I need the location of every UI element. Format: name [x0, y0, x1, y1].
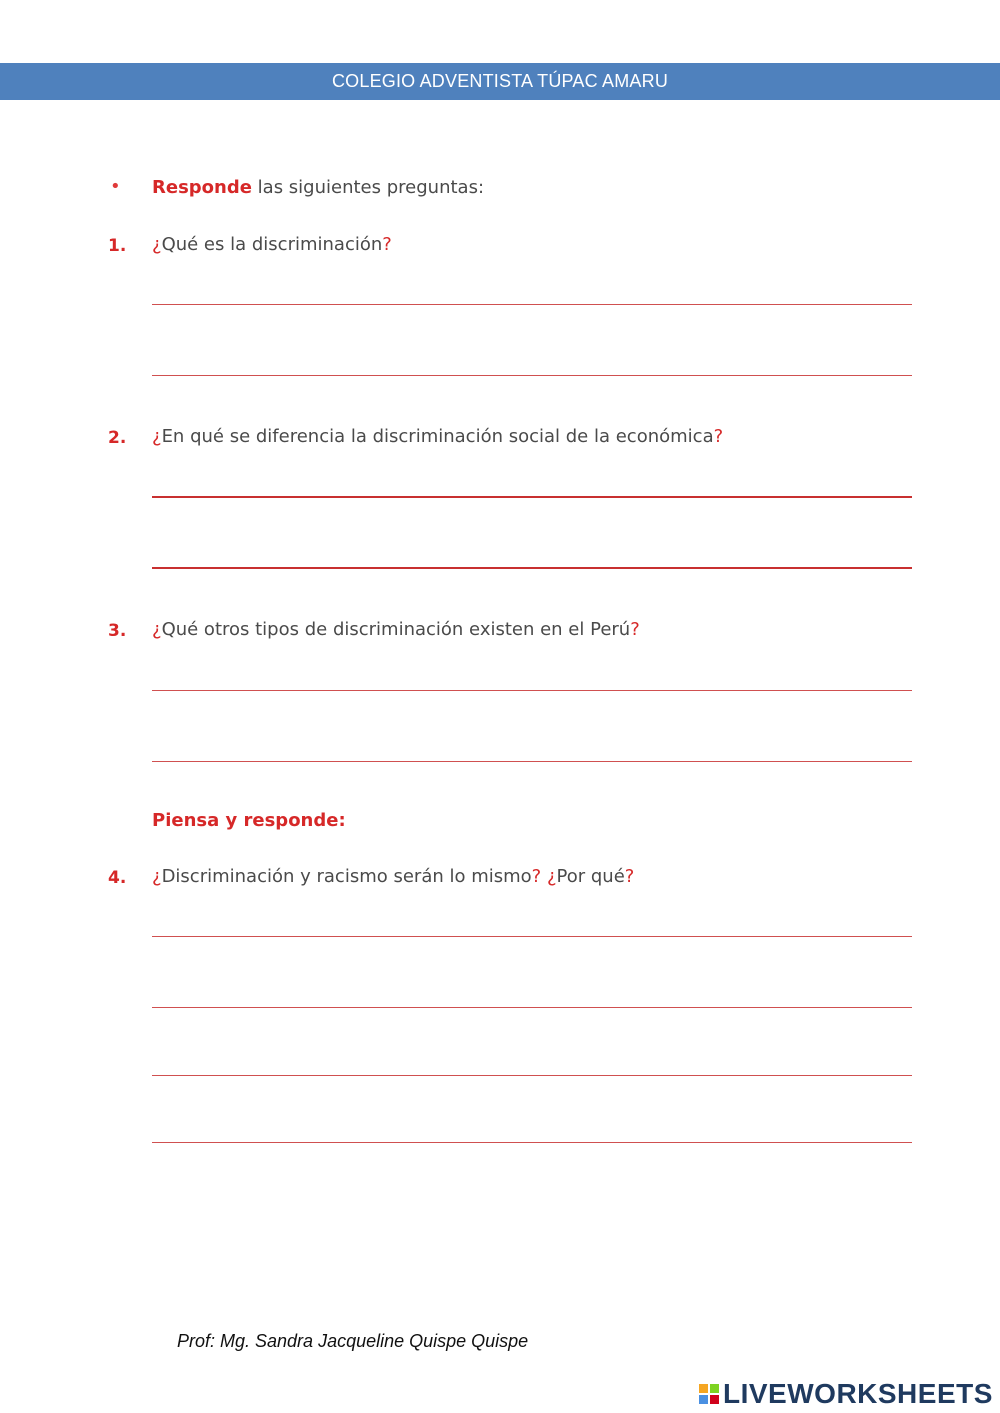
question-body: Por qué	[556, 866, 625, 887]
answer-line-4d[interactable]	[152, 1142, 912, 1143]
answer-line-2b[interactable]	[152, 567, 912, 569]
question-4-text	[152, 866, 634, 887]
question-1-text	[152, 234, 392, 255]
question-mark-open: ¿	[152, 426, 162, 447]
question-3-text	[152, 619, 640, 640]
answer-line-4a[interactable]	[152, 936, 912, 937]
question-body: Qué es la discriminación	[161, 234, 383, 255]
answer-line-4b[interactable]	[152, 1007, 912, 1008]
question-2-number: 2.	[108, 428, 127, 448]
question-mark-close: ?	[713, 426, 724, 447]
answer-line-4c[interactable]	[152, 1075, 912, 1076]
instruction-keyword: Responde	[152, 177, 252, 198]
question-1-number: 1.	[108, 236, 127, 256]
answer-line-1b[interactable]	[152, 375, 912, 376]
school-header	[0, 63, 1000, 100]
question-mark-open: ¿	[152, 619, 162, 640]
question-body: Qué otros tipos de discriminación existen en el Perú	[161, 619, 631, 640]
question-body: Discriminación y racismo serán lo mismo	[161, 866, 532, 887]
liveworksheets-brand	[698, 1378, 993, 1410]
answer-line-1a[interactable]	[152, 304, 912, 305]
question-mark-close: ?	[624, 866, 635, 887]
school-name: COLEGIO ADVENTISTA TÚPAC AMARU	[331, 71, 669, 91]
instruction	[152, 177, 484, 198]
section-title: Piensa y responde:	[152, 810, 346, 831]
answer-line-3b[interactable]	[152, 761, 912, 762]
question-body: En qué se diferencia la discriminación social de la económica	[161, 426, 714, 447]
bullet-icon: •	[110, 176, 121, 197]
answer-line-3a[interactable]	[152, 690, 912, 691]
question-mark-close: ?	[382, 234, 392, 255]
teacher-credit: Prof: Mg. Sandra Jacqueline Quispe Quispe	[177, 1331, 529, 1351]
question-3-number: 3.	[108, 621, 127, 641]
brand-name: LIVEWORKSHEETS	[723, 1378, 993, 1409]
liveworksheets-logo-icon	[698, 1383, 720, 1405]
question-mark-close: ?	[531, 866, 542, 887]
answer-line-2a[interactable]	[152, 496, 912, 498]
question-2-text	[152, 426, 723, 447]
instruction-text: las siguientes preguntas:	[251, 177, 485, 198]
question-mark-open: ¿	[541, 866, 557, 887]
question-4-number: 4.	[108, 868, 127, 888]
question-mark-close: ?	[630, 619, 640, 640]
question-mark-open: ¿	[152, 866, 162, 887]
question-mark-open: ¿	[152, 234, 162, 255]
